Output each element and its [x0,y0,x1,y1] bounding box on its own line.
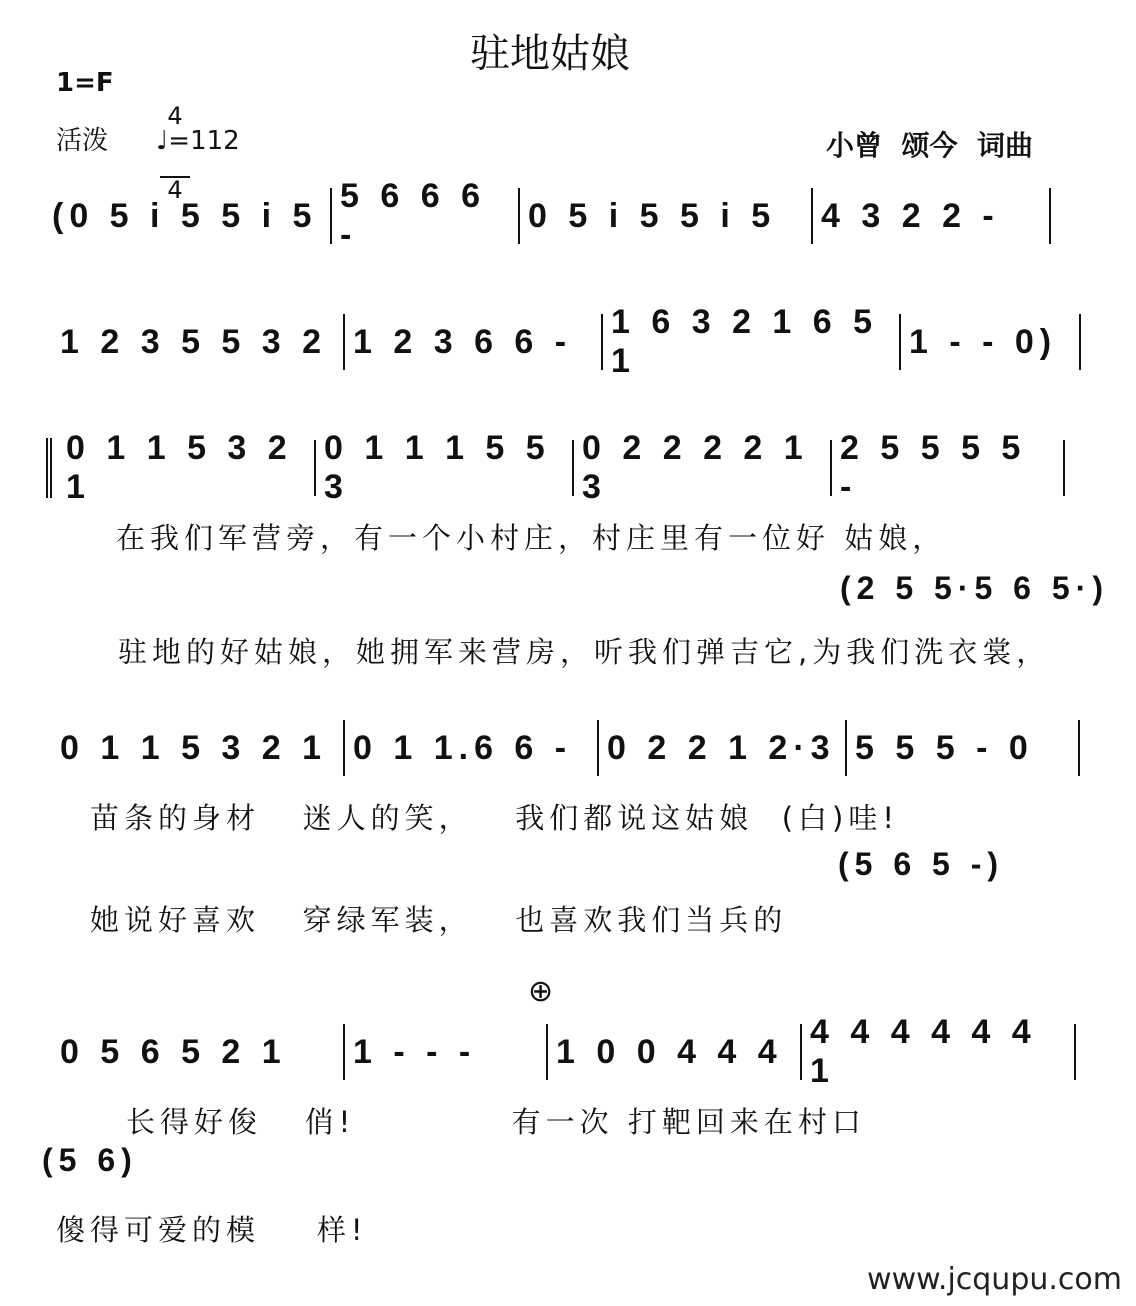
measure: 2 5 5 5 5 - [832,440,1065,496]
measure: 0 2 2 1 2·3 [599,720,847,776]
interlude: (2 5 5·5 6 5·) [840,570,1109,606]
lyrics-line: 她说好喜欢 穿绿军装， 也喜欢我们当兵的 [90,903,788,937]
lyrics-line: 长得好俊 俏! 有一次 打靶回来在村口 [126,1105,866,1139]
lyrics-line: 驻地的好姑娘，她拥军来营房，听我们弹吉它,为我们洗衣裳， [118,635,1051,669]
measure: 0 2 2 2 2 1 3 [574,440,832,496]
song-title: 驻地姑娘 [470,31,630,77]
lyrics-line: 傻得可爱的模 样! [56,1213,368,1247]
tempo [56,120,240,157]
staff-row-2 [52,303,1081,380]
measure: 1 - - 0) [901,314,1081,370]
staff-row-1 [44,177,1051,254]
measure: 1 2 3 5 5 3 2 [52,314,345,370]
watermark: www.jcqupu.com [867,1262,1122,1297]
measure: 1 - - - [345,1024,548,1080]
measure: (0 5 i 5 5 i 5 [44,188,332,244]
measure: 0 5 6 5 2 1 [52,1024,345,1080]
tempo-bpm: ♩=112 [156,126,240,156]
tempo-marking: 活泼 [56,126,109,156]
staff-row-5 [52,1013,1076,1090]
measure: 5 6 6 6 - [332,188,520,244]
measure: 4 4 4 4 4 4 1 [802,1024,1076,1080]
measure: 5 5 5 - 0 [847,720,1080,776]
staff-row-3 [46,429,1065,506]
credits: 小曾 颂今 词曲 [826,129,1033,162]
coda-symbol: ⊕ [528,974,554,1009]
measure: 0 1 1 5 3 2 1 [58,440,316,496]
measure: 1 0 0 4 4 4 [548,1024,802,1080]
measure: 0 1 1 5 3 2 1 [52,720,345,776]
time-top: 4 [167,102,183,130]
lyrics-line: 苗条的身材 迷人的笑， 我们都说这姑娘 (白)哇! [90,801,900,835]
staff-row-4 [52,718,1080,778]
measure: 0 1 1.6 6 - [345,720,599,776]
time-bottom: 4 [160,176,190,202]
interlude: (5 6) [42,1142,138,1178]
measure: 0 1 1 1 5 5 3 [316,440,574,496]
measure: 0 5 i 5 5 i 5 [520,188,813,244]
lyrics-line: 在我们军营旁，有一个小村庄，村庄里有一位好 姑娘， [116,521,947,555]
interlude: (5 6 5 -) [838,846,1005,882]
measure: 1 6 3 2 1 6 5 1 [603,314,901,370]
measure: 1 2 3 6 6 - [345,314,603,370]
key-signature: 1=F [56,68,114,98]
measure: 4 3 2 2 - [813,188,1051,244]
